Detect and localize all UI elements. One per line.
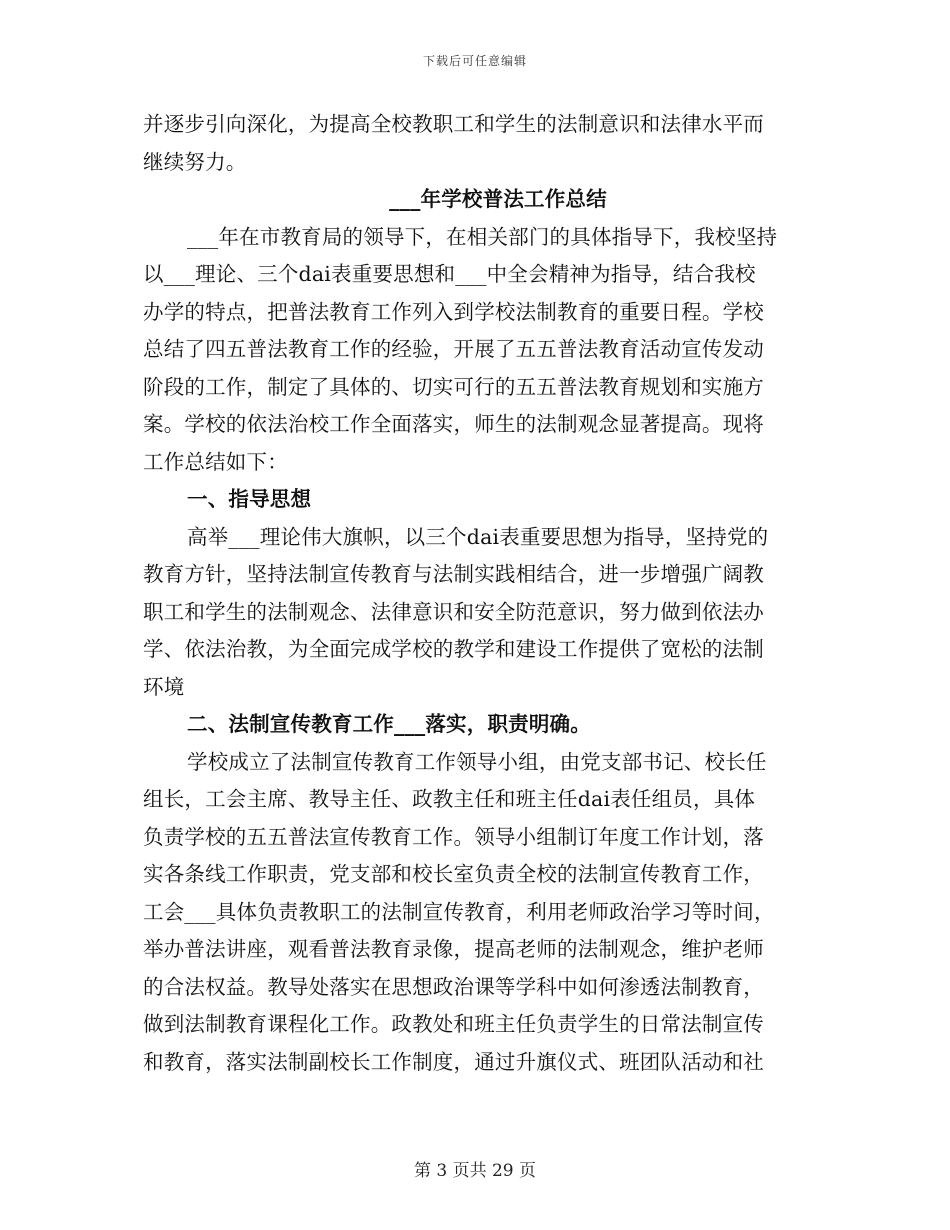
paragraph-line: 的合法权益。教导处落实在思想政治课等学科中如何渗透法制教育， [143,974,764,999]
paragraph-line: ___年在市教育局的领导下，在相关部门的具体指导下，我校坚持 [187,224,778,249]
paragraph-line: 阶段的工作，制定了具体的、切实可行的五五普法教育规划和实施方 [143,374,764,399]
paragraph-line: 实各条线工作职责，党支部和校长室负责全校的法制宣传教育工作， [143,862,764,886]
section-title: ___年学校普法工作总结 [389,187,607,211]
paragraph-line: 举办普法讲座，观看普法教育录像，提高老师的法制观念，维护老师 [143,937,764,961]
paragraph-line: 办学的特点，把普法教育工作列入到学校法制教育的重要日程。学校 [143,299,764,324]
paragraph-line: 做到法制教育课程化工作。政教处和班主任负责学生的日常法制宣传 [143,1012,764,1036]
paragraph-line: 工作总结如下： [143,449,288,474]
paragraph-line: 高举___理论伟大旗帜，以三个dai表重要思想为指导，坚持党的 [187,524,769,549]
paragraph-line: 学、依法治教，为全面完成学校的教学和建设工作提供了宽松的法制 [143,637,764,661]
paragraph-line: 教育方针，坚持法制宣传教育与法制实践相结合，进一步增强广阔教 [143,562,764,586]
paragraph-line: 组长，工会主席、教导主任、政教主任和班主任dai表任组员，具体 [143,787,756,811]
subsection-heading: 一、指导思想 [187,487,312,511]
document-body [143,106,813,1081]
paragraph-line: 负责学校的五五普法宣传教育工作。领导小组制订年度工作计划，落 [143,824,764,849]
paragraph-line: 和教育，落实法制副校长工作制度，通过升旗仪式、班团队活动和社 [143,1049,764,1074]
subsection-heading: 二、法制宣传教育工作___落实，职责明确。 [187,712,591,736]
paragraph-line: 并逐步引向深化，为提高全校教职工和学生的法制意识和法律水平而 [143,112,764,136]
paragraph-line: 职工和学生的法制观念、法律意识和安全防范意识，努力做到依法办 [143,599,764,624]
paragraph-line: 总结了四五普法教育工作的经验，开展了五五普法教育活动宣传发动 [143,337,764,361]
page-header: 下载后可任意编辑 [422,54,527,68]
paragraph-line: 学校成立了法制宣传教育工作领导小组，由党支部书记、校长任 [187,749,767,774]
paragraph-line: 案。学校的依法治校工作全面落实，师生的法制观念显著提高。现将 [143,412,764,436]
paragraph-line: 工会___具体负责教职工的法制宣传教育，利用老师政治学习等时间， [143,899,775,924]
paragraph-line: 环境 [143,674,185,699]
paragraph-line: 继续努力。 [143,149,247,174]
paragraph-line: 以___理论、三个dai表重要思想和___中全会精神为指导，结合我校 [143,262,756,286]
page-number: 第 3 页共 29 页 [413,1161,537,1181]
